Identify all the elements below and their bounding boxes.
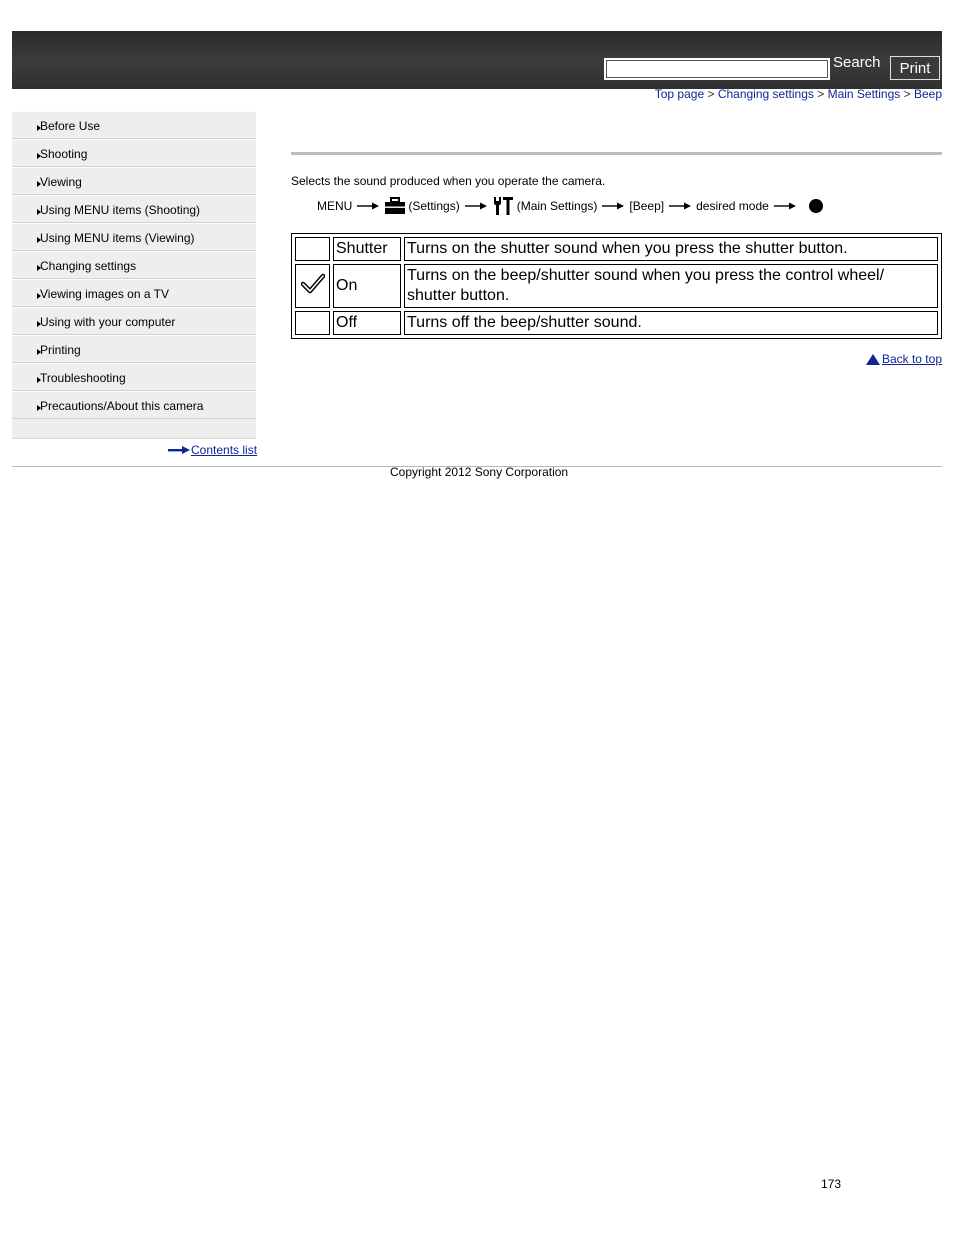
arrow-right-icon xyxy=(37,293,41,299)
sidebar-item-printing[interactable] xyxy=(12,335,256,363)
arrow-right-icon xyxy=(357,202,379,210)
arrow-right-icon xyxy=(602,202,624,210)
breadcrumb-separator: > xyxy=(900,87,914,101)
table-row xyxy=(295,264,938,308)
option-name: On xyxy=(333,264,401,308)
contents-list-link[interactable] xyxy=(168,443,257,457)
arrow-right-icon xyxy=(37,209,41,215)
breadcrumb xyxy=(655,87,942,101)
option-name: Shutter xyxy=(333,237,401,261)
breadcrumb-main-settings[interactable]: Main Settings xyxy=(827,87,901,101)
sidebar-item-label: Before Use xyxy=(40,119,101,133)
back-to-top-label: Back to top xyxy=(881,352,942,366)
sidebar-item-before-use[interactable] xyxy=(12,111,256,139)
sidebar-item-changing-settings[interactable] xyxy=(12,251,256,279)
center-button-icon xyxy=(809,199,823,213)
arrow-right-icon xyxy=(37,237,41,243)
default-mark-cell xyxy=(295,264,330,308)
sidebar-item-troubleshooting[interactable] xyxy=(12,363,256,391)
table-row xyxy=(295,237,938,261)
arrow-right-icon xyxy=(465,202,487,210)
sidebar-item-label: Changing settings xyxy=(40,259,137,273)
sidebar-item-label: Printing xyxy=(40,343,81,357)
menu-steps xyxy=(317,194,823,218)
checkmark-icon xyxy=(301,272,325,294)
arrow-right-icon xyxy=(37,405,41,411)
step-beep: [Beep] xyxy=(629,199,665,213)
copyright-text: Copyright 2012 Sony Corporation xyxy=(390,465,569,479)
option-name: Off xyxy=(333,311,401,335)
breadcrumb-changing-settings[interactable]: Changing settings xyxy=(717,87,814,101)
sidebar-item-label: Shooting xyxy=(40,147,88,161)
arrow-right-icon xyxy=(37,377,41,383)
sidebar-item-viewing[interactable] xyxy=(12,167,256,195)
toolbox-icon xyxy=(384,197,406,215)
sidebar-item-menu-viewing[interactable] xyxy=(12,223,256,251)
arrow-right-icon xyxy=(37,181,41,187)
sidebar-nav xyxy=(12,111,256,439)
arrow-right-icon xyxy=(37,265,41,271)
sidebar-item-menu-shooting[interactable] xyxy=(12,195,256,223)
arrow-right-icon xyxy=(37,125,41,131)
step-main-settings: (Main Settings) xyxy=(516,199,598,213)
arrow-right-icon xyxy=(168,446,190,454)
sidebar-item-shooting[interactable] xyxy=(12,139,256,167)
default-mark-cell xyxy=(295,311,330,335)
back-to-top-link[interactable] xyxy=(866,352,942,366)
print-button[interactable]: Print xyxy=(890,56,940,80)
sidebar-item-label: Troubleshooting xyxy=(40,371,126,385)
search-button[interactable]: Search xyxy=(833,54,881,71)
beep-options-table xyxy=(291,233,942,339)
sidebar-item-label: Precautions/About this camera xyxy=(40,399,204,413)
arrow-right-icon xyxy=(37,153,41,159)
arrow-right-icon xyxy=(669,202,691,210)
wrench-screwdriver-icon xyxy=(492,196,514,216)
arrow-right-icon xyxy=(37,321,41,327)
breadcrumb-top-page[interactable]: Top page xyxy=(654,87,705,101)
table-row xyxy=(295,311,938,335)
breadcrumb-beep[interactable]: Beep xyxy=(913,87,942,101)
sidebar-item-label: Viewing xyxy=(40,175,82,189)
option-description: Turns on the beep/shutter sound when you press the control wheel/ shutter button. xyxy=(404,264,938,308)
intro-text: Selects the sound produced when you operate the camera. xyxy=(291,174,606,188)
step-mode: desired mode xyxy=(696,199,769,213)
page-number: 173 xyxy=(821,1177,842,1191)
option-description: Turns on the shutter sound when you press the shutter button. xyxy=(404,237,938,261)
breadcrumb-separator: > xyxy=(813,87,828,101)
arrow-right-icon xyxy=(774,202,796,210)
option-description: Turns off the beep/shutter sound. xyxy=(404,311,938,335)
sidebar-item-computer[interactable] xyxy=(12,307,256,335)
search-input[interactable] xyxy=(604,58,830,80)
sidebar-item-precautions[interactable] xyxy=(12,391,256,419)
step-menu: MENU xyxy=(317,199,353,213)
arrow-right-icon xyxy=(37,349,41,355)
sidebar-item-label: Using MENU items (Shooting) xyxy=(40,203,201,217)
sidebar-item-label: Using MENU items (Viewing) xyxy=(40,231,195,245)
title-divider xyxy=(291,152,942,155)
sidebar-item-label: Using with your computer xyxy=(40,315,176,329)
header-bar xyxy=(12,31,942,89)
triangle-up-icon xyxy=(866,354,880,365)
step-settings: (Settings) xyxy=(408,199,460,213)
sidebar-item-viewing-tv[interactable] xyxy=(12,279,256,307)
contents-list-label: Contents list xyxy=(191,443,258,457)
sidebar-item-label: Viewing images on a TV xyxy=(40,287,169,301)
default-mark-cell xyxy=(295,237,330,261)
breadcrumb-separator: > xyxy=(704,87,718,101)
